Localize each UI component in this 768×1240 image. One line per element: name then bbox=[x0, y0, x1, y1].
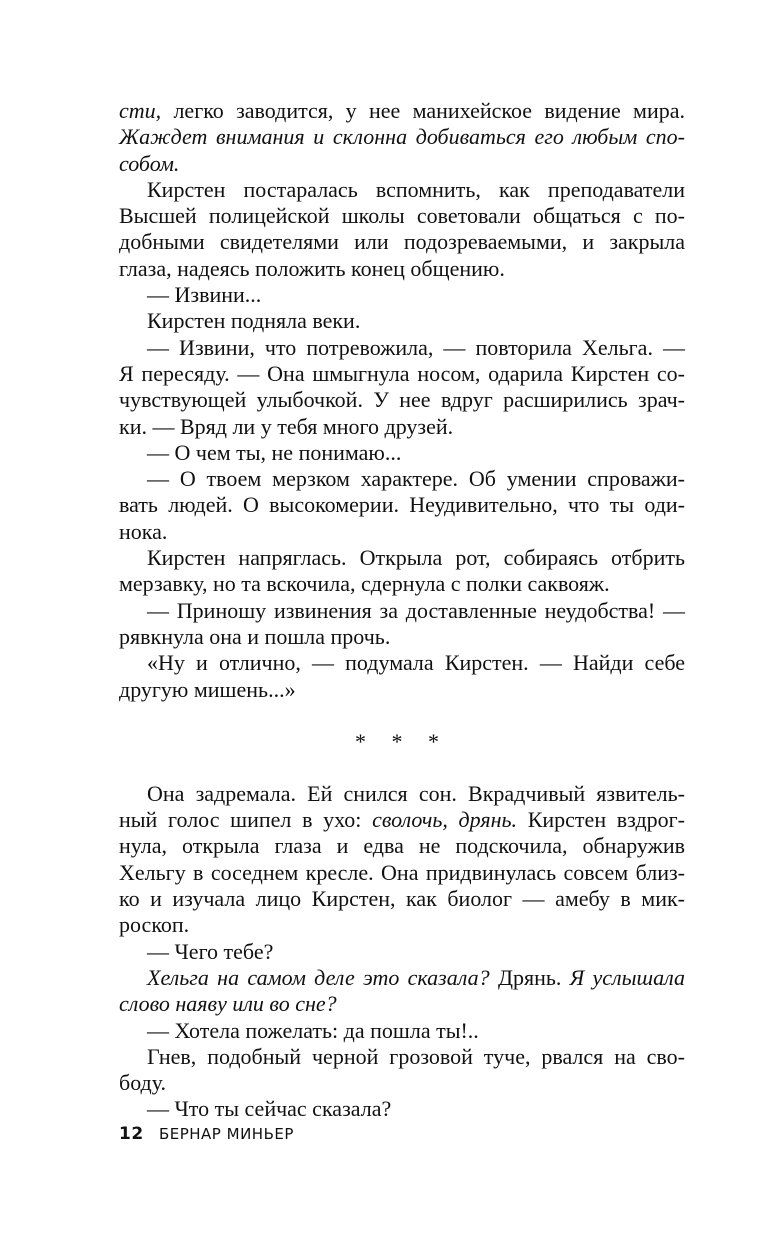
text-line bbox=[119, 598, 685, 624]
text-span: Гнев, подобный черной грозовой туче, рвался на сво- bbox=[147, 1043, 685, 1069]
text-line bbox=[119, 492, 685, 518]
text-span: боду. bbox=[119, 1070, 167, 1096]
text-span: Кирстен напряглась. Открыла рот, собираясь отбрить bbox=[147, 545, 685, 571]
italic-text: собом. bbox=[119, 150, 180, 176]
italic-text: слово наяву или во сне? bbox=[119, 991, 337, 1017]
text-span: нока. bbox=[119, 518, 168, 544]
text-span: нула, открыла глаза и едва не подскочила, обнаружив bbox=[119, 833, 685, 859]
text-block-1 bbox=[119, 98, 685, 703]
page-body bbox=[119, 98, 685, 1123]
text-span: — Приношу извинения за доставленные неудобства! — bbox=[147, 597, 685, 623]
text-line bbox=[119, 361, 685, 387]
text-span: — Что ты сейчас сказала? bbox=[147, 1096, 392, 1122]
text-line bbox=[119, 229, 685, 255]
text-line bbox=[119, 177, 685, 203]
text-line bbox=[119, 860, 685, 886]
text-line bbox=[119, 677, 685, 703]
text-span: — О твоем мерзком характере. Об умении спроважи- bbox=[147, 466, 685, 492]
text-span: Кирстен вздрог- bbox=[517, 807, 685, 833]
text-span: глаза, надеясь положить конец общению. bbox=[119, 255, 505, 281]
section-separator: * * * bbox=[355, 728, 449, 754]
text-line bbox=[119, 519, 685, 545]
text-span: — Чего тебе? bbox=[147, 938, 274, 964]
text-span: мерзавку, но та вскочила, сдернула с полки саквояж. bbox=[119, 571, 610, 597]
text-line bbox=[119, 203, 685, 229]
text-span: Кирстен подняла веки. bbox=[147, 308, 361, 334]
text-span: легко заводится, у нее манихейское видение мира. bbox=[161, 98, 685, 123]
text-span: роскоп. bbox=[119, 912, 190, 938]
italic-text: Жаждет внимания и склонна добиваться его любым спо- bbox=[119, 124, 685, 150]
text-line bbox=[119, 624, 685, 650]
text-line bbox=[119, 124, 685, 150]
text-span: Хельгу в соседнем кресле. Она придвинулась совсем близ- bbox=[119, 859, 685, 885]
text-span: — Хотела пожелать: да пошла ты!.. bbox=[147, 1017, 479, 1043]
text-block-2 bbox=[119, 781, 685, 1123]
text-line bbox=[119, 1070, 685, 1096]
text-span: добными свидетелями или подозреваемыми, и закрыла bbox=[119, 229, 685, 255]
text-line bbox=[119, 571, 685, 597]
text-span: Кирстен постаралась вспомнить, как преподаватели bbox=[147, 176, 685, 202]
italic-text: сволочь, дрянь. bbox=[372, 807, 518, 833]
italic-text: сти, bbox=[119, 98, 162, 123]
text-span: ки. — Вряд ли у тебя много друзей. bbox=[119, 413, 454, 439]
text-line bbox=[119, 807, 685, 833]
text-line bbox=[119, 1018, 685, 1044]
text-line bbox=[119, 98, 685, 124]
text-span: Я пересяду. — Она шмыгнула носом, одарила Кирстен со- bbox=[119, 360, 685, 386]
text-line bbox=[119, 466, 685, 492]
text-span: рявкнула она и пошла прочь. bbox=[119, 623, 391, 649]
text-span: ко и изучала лицо Кирстен, как биолог — амебу в мик- bbox=[119, 886, 685, 912]
text-line bbox=[119, 781, 685, 807]
text-line bbox=[119, 151, 685, 177]
text-line bbox=[119, 833, 685, 859]
text-span: — О чем ты, не понимаю... bbox=[147, 439, 402, 465]
text-span: Дрянь. bbox=[489, 964, 570, 990]
text-span: — Извини, что потревожила, — повторила Хельга. — bbox=[147, 334, 685, 360]
text-span: «Ну и отлично, — подумала Кирстен. — Найди себе bbox=[147, 650, 685, 676]
page-number: 12 bbox=[119, 1124, 144, 1144]
text-span: другую мишень...» bbox=[119, 676, 296, 702]
text-line bbox=[119, 991, 685, 1017]
italic-text: Хельга на самом деле это сказала? bbox=[147, 964, 490, 990]
text-span: чувствующей улыбочкой. У нее вдруг расширились зрач- bbox=[119, 387, 685, 413]
text-line bbox=[119, 282, 685, 308]
text-line bbox=[119, 414, 685, 440]
text-line bbox=[119, 256, 685, 282]
text-line bbox=[119, 886, 685, 912]
text-span: вать людей. О высокомерии. Неудивительно, что ты оди- bbox=[119, 492, 685, 518]
running-footer bbox=[119, 1124, 294, 1144]
text-span: — Извини... bbox=[147, 282, 262, 308]
text-span: ный голос шипел в ухо: bbox=[119, 807, 373, 833]
text-span: Высшей полицейской школы советовали общаться с по- bbox=[119, 203, 685, 229]
text-line bbox=[119, 912, 685, 938]
italic-text: Я услышала bbox=[569, 964, 685, 990]
text-line bbox=[119, 1096, 685, 1122]
text-line bbox=[119, 335, 685, 361]
text-line bbox=[119, 939, 685, 965]
text-span: Она задремала. Ей снился сон. Вкрадчивый язвитель- bbox=[147, 780, 685, 806]
text-line bbox=[119, 650, 685, 676]
text-line bbox=[119, 545, 685, 571]
text-line bbox=[119, 308, 685, 334]
text-line bbox=[119, 387, 685, 413]
text-line bbox=[119, 965, 685, 991]
text-line bbox=[119, 440, 685, 466]
text-line bbox=[119, 1044, 685, 1070]
running-author: БЕРНАР МИНЬЕР bbox=[158, 1125, 294, 1143]
